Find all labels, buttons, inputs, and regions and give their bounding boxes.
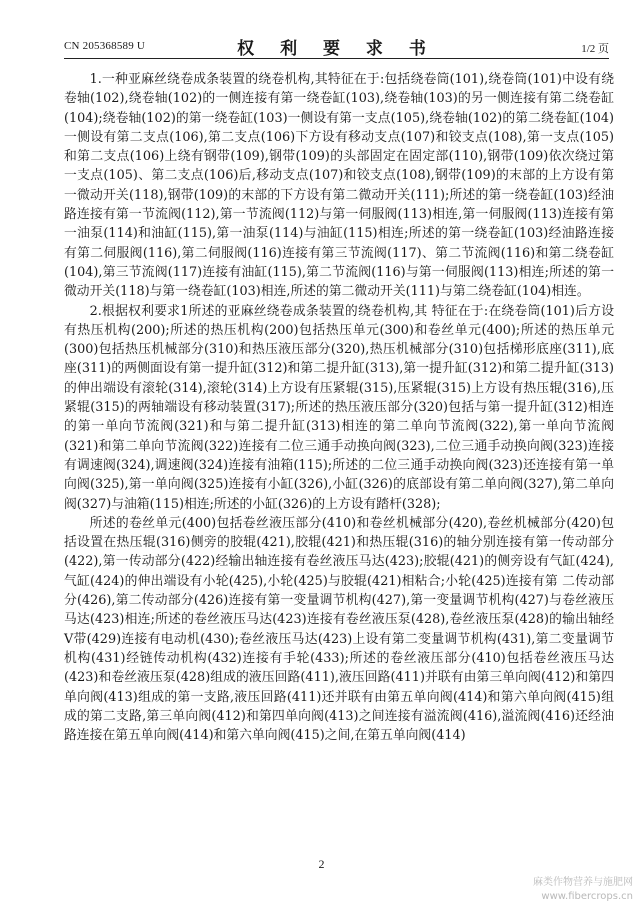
page-number: 2 xyxy=(318,857,325,871)
claim-2: 2.根据权利要求1所述的亚麻丝绕卷成条装置的绕卷机构,其 特征在于:在绕卷筒(101)后方设有热压机构(200);所述的热压机构(200)包括热压单元(300)和卷丝单元(400);所述的热压单元(300)包括热压机械部分(310)和热压液压部分(320),热压机械部分(310)包括梯形底座(311),底座(311)的两侧面设有第一提升缸(312)和第二提升缸(313),第一提升缸(312)和第二提升缸(313)的伸出端设有滚轮(314),滚轮(314)上方设有压紧辊(315),压紧辊(315)上方设有热压辊(316),压紧辊(315)的两轴端设有移动装置(317);所述的热压液压部分(320)包括与第一提升缸(312)相连的第一单向节流阀(321)和与第二提升缸(313)相连的第二单向节流阀(322),第一单向节流阀(321)和第二单向节流阀(322)连接有二位三通手动换向阀(323),二位三通手动换向阀(323)连接有调速阀(324),调速阀(324)连接有油箱(115);所述的二位三通手动换向阀(323)还连接有第一单向阀(325),第一单向阀(325)连接有小缸(326),小缸(326)的底部设有第二单向阀(327),第二单向阀(327)与油箱(115)相连;所述的小缸(326)的上方设有踏杆(328); xyxy=(64,303,614,512)
patent-number: CN 205368589 U xyxy=(64,40,146,52)
watermark xyxy=(533,876,633,904)
page-title: 权 利 要 求 书 xyxy=(237,39,436,59)
claim-1: 1.一种亚麻丝绕卷成条装置的绕卷机构,其特征在于:包括绕卷筒(101),绕卷筒(101)中设有绕卷轴(102),绕卷轴(102)的一侧连接有第一绕卷缸(103),绕卷轴(103)的另一侧连接有第二绕卷缸(104);绕卷轴(102)的第一绕卷缸(103)一侧设有第一支点(105),绕卷轴(102)的第二绕卷缸(104)一侧设有第二支点(106),第二支点(106)下方设有移动支点(107)和铰支点(108),第一支点(105)和第二支点(106)上绕有钢带(109),钢带(109)的头部固定在固定部(110),钢带(109)依次绕过第一支点(105)、第二支点(106)后,移动支点(107)和铰支点(108),钢带(109)的末部的上方设有第一微动开关(118),钢带(109)的末部的下方设有第二微动开关(111);所述的第一绕卷缸(103)经油路连接有第一节流阀(112),第一节流阀(112)与第一伺服阀(113)相连,第一伺服阀(113)连接有第一油泵(114)和油缸(115),第一油泵(114)与油缸(115)相连;所述的第一绕卷缸(103)经油路连接有第二伺服阀(116),第二伺服阀(116)连接有第三节流阀(117)、第二节流阀(116)和第二绕卷缸(104),第三节流阀(117)连接有油缸(115),第二节流阀(116)与第一伺服阀(113)相连;所述的第一微动开关(118)与第一绕卷缸(103)相连,所述的第二微动开关(111)与第二绕卷缸(104)相连。 xyxy=(64,72,614,300)
claim-2-continued: 所述的卷丝单元(400)包括卷丝液压部分(410)和卷丝机械部分(420),卷丝机械部分(420)包括设置在热压辊(316)侧旁的胶辊(421),胶辊(421)和热压辊(316)的轴分别连接有第一传动部分(422),第一传动部分(422)经输出轴连接有卷丝液压马达(423);胶辊(421)的侧旁设有气缸(424),气缸(424)的伸出端设有小轮(425),小轮(425)与胶辊(421)相粘合;小轮(425)连接有第 二传动部分(426),第二传动部分(426)连接有第一变量调节机构(427),第一变量调节机构(427)与卷丝液压马达(423)相连;所述的卷丝液压马达(423)连接有卷丝液压泵(428),卷丝液压泵(428)的输出轴经V带(429)连接有电动机(430);卷丝液压马达(423)上设有第二变量调节机构(431),第二变量调节机构(431)经链传动机构(432)连接有手轮(433);所述的卷丝液压部分(410)包括卷丝液压马达(423)和卷丝液压泵(428)组成的液压回路(411),液压回路(411)并联有由第三单向阀(412)和第四单向阀(413)组成的第一支路,液压回路(411)还并联有由第五单向阀(414)和第六单向阀(415)组成的第二支路,第三单向阀(412)和第四单向阀(413)之间连接有溢流阀(416),溢流阀(416)还经油路连接在第五单向阀(414)和第六单向阀(415)之间,在第五单向阀(414) xyxy=(64,515,614,744)
watermark-url: www.fibercrops.cn xyxy=(541,891,633,902)
page-header xyxy=(64,32,609,59)
page-indicator: 1/2 页 xyxy=(581,43,609,55)
claims-body xyxy=(64,70,614,745)
watermark-site-name: 麻类作物营养与施肥网 xyxy=(533,877,633,888)
